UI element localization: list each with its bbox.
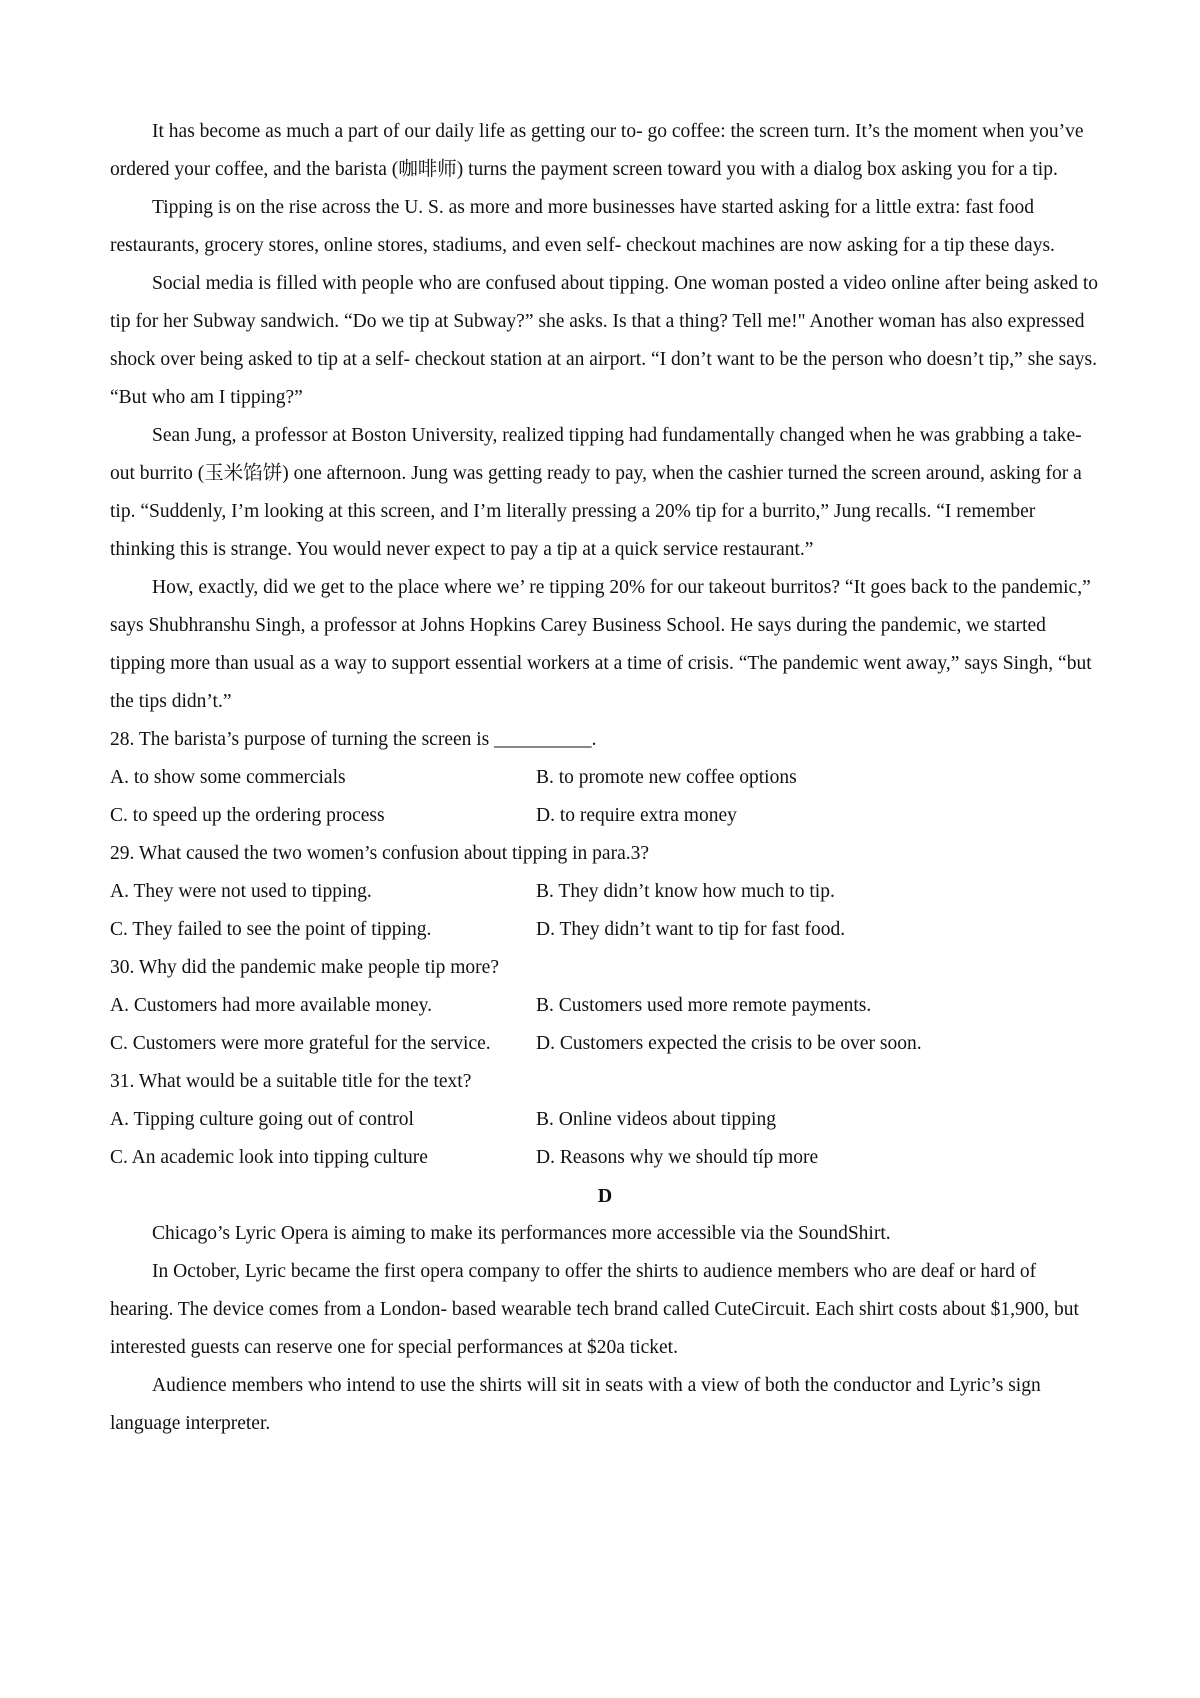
paragraph: Audience members who intend to use the shirts will sit in seats with a view of both the conductor and Lyric’s sign language interpreter. [110, 1375, 1041, 1434]
passage-c [110, 113, 1100, 721]
question-28 [110, 721, 1100, 835]
option-b: B. Online videos about tipping [536, 1109, 776, 1130]
answer-options [110, 873, 1100, 949]
option-d: D. to require extra money [536, 805, 737, 826]
section-heading: D [597, 1185, 613, 1207]
option-c: C. They failed to see the point of tipping. [110, 919, 432, 940]
question-29 [110, 835, 1100, 949]
option-c: C. An academic look into tipping culture [110, 1147, 428, 1168]
option-d: D. Reasons why we should típ more [536, 1147, 819, 1168]
paragraph: It has become as much a part of our daily life as getting our to- go coffee: the screen turn. It’s the moment when you’ve ordered your coffee, and the barista (咖啡师) turns the payment screen toward you with a dialog box asking you for a tip. [110, 121, 1084, 180]
paragraph: Social media is filled with people who are confused about tipping. One woman posted a video online after being asked to tip for her Subway sandwich. “Do we tip at Subway?” she asks. Is that a thing? Tell me!" Another woman has also expressed shock over being asked to tip at a self- checkout station at an airport. “I don’t want to be the person who doesn’t tip,” she says. “But who am I tipping?” [110, 273, 1099, 408]
question-stem: 31. What would be a suitable title for the text? [110, 1071, 472, 1092]
answer-options [110, 987, 1100, 1063]
option-b: B. They didn’t know how much to tip. [536, 881, 835, 902]
question-stem: 30. Why did the pandemic make people tip more? [110, 957, 499, 978]
option-d: D. They didn’t want to tip for fast food. [536, 919, 846, 940]
option-a: A. to show some commercials [110, 767, 346, 788]
paragraph: Chicago’s Lyric Opera is aiming to make its performances more accessible via the SoundShirt. [152, 1223, 891, 1244]
option-c: C. Customers were more grateful for the service. [110, 1033, 491, 1054]
paragraph: Tipping is on the rise across the U. S. as more and more businesses have started asking for a little extra: fast food restaurants, grocery stores, online stores, stadiums, and even self- checkout machines are now asking for a tip these days. [110, 197, 1055, 256]
question-stem: 28. The barista’s purpose of turning the screen is __________. [110, 729, 597, 750]
option-a: A. Customers had more available money. [110, 995, 433, 1016]
paragraph: In October, Lyric became the first opera company to offer the shirts to audience members who are deaf or hard of hearing. The device comes from a London- based wearable tech brand called CuteCircuit. Each shirt costs about $1,900, but interested guests can reserve one for special performances at $20a ticket. [110, 1261, 1079, 1358]
option-d: D. Customers expected the crisis to be over soon. [536, 1033, 922, 1054]
option-a: A. Tipping culture going out of control [110, 1109, 414, 1130]
passage-d [110, 1215, 1100, 1443]
option-c: C. to speed up the ordering process [110, 805, 385, 826]
question-stem: 29. What caused the two women’s confusion about tipping in para.3? [110, 843, 650, 864]
option-b: B. Customers used more remote payments. [536, 995, 872, 1016]
paragraph: How, exactly, did we get to the place where we’ re tipping 20% for our takeout burritos? “It goes back to the pandemic,” says Shubhranshu Singh, a professor at Johns Hopkins Carey Business School. He says during the pandemic, we started tipping more than usual as a way to support essential workers at a time of crisis. “The pandemic went away,” says Singh, “but the tips didn’t.” [110, 577, 1092, 712]
paragraph: Sean Jung, a professor at Boston University, realized tipping had fundamentally changed when he was grabbing a take- out burrito (玉米馅饼) one afternoon. Jung was getting ready to pay, when the cashier turned the screen around, asking for a tip. “Suddenly, I’m looking at this screen, and I’m literally pressing a 20% tip for a burrito,” Jung recalls. “I remember thinking this is strange. You would never expect to pay a tip at a quick service restaurant.” [110, 425, 1082, 560]
option-a: A. They were not used to tipping. [110, 881, 372, 902]
question-31 [110, 1063, 1100, 1177]
answer-options [110, 759, 1100, 835]
option-b: B. to promote new coffee options [536, 767, 797, 788]
question-30 [110, 949, 1100, 1063]
answer-options [110, 1101, 1100, 1177]
